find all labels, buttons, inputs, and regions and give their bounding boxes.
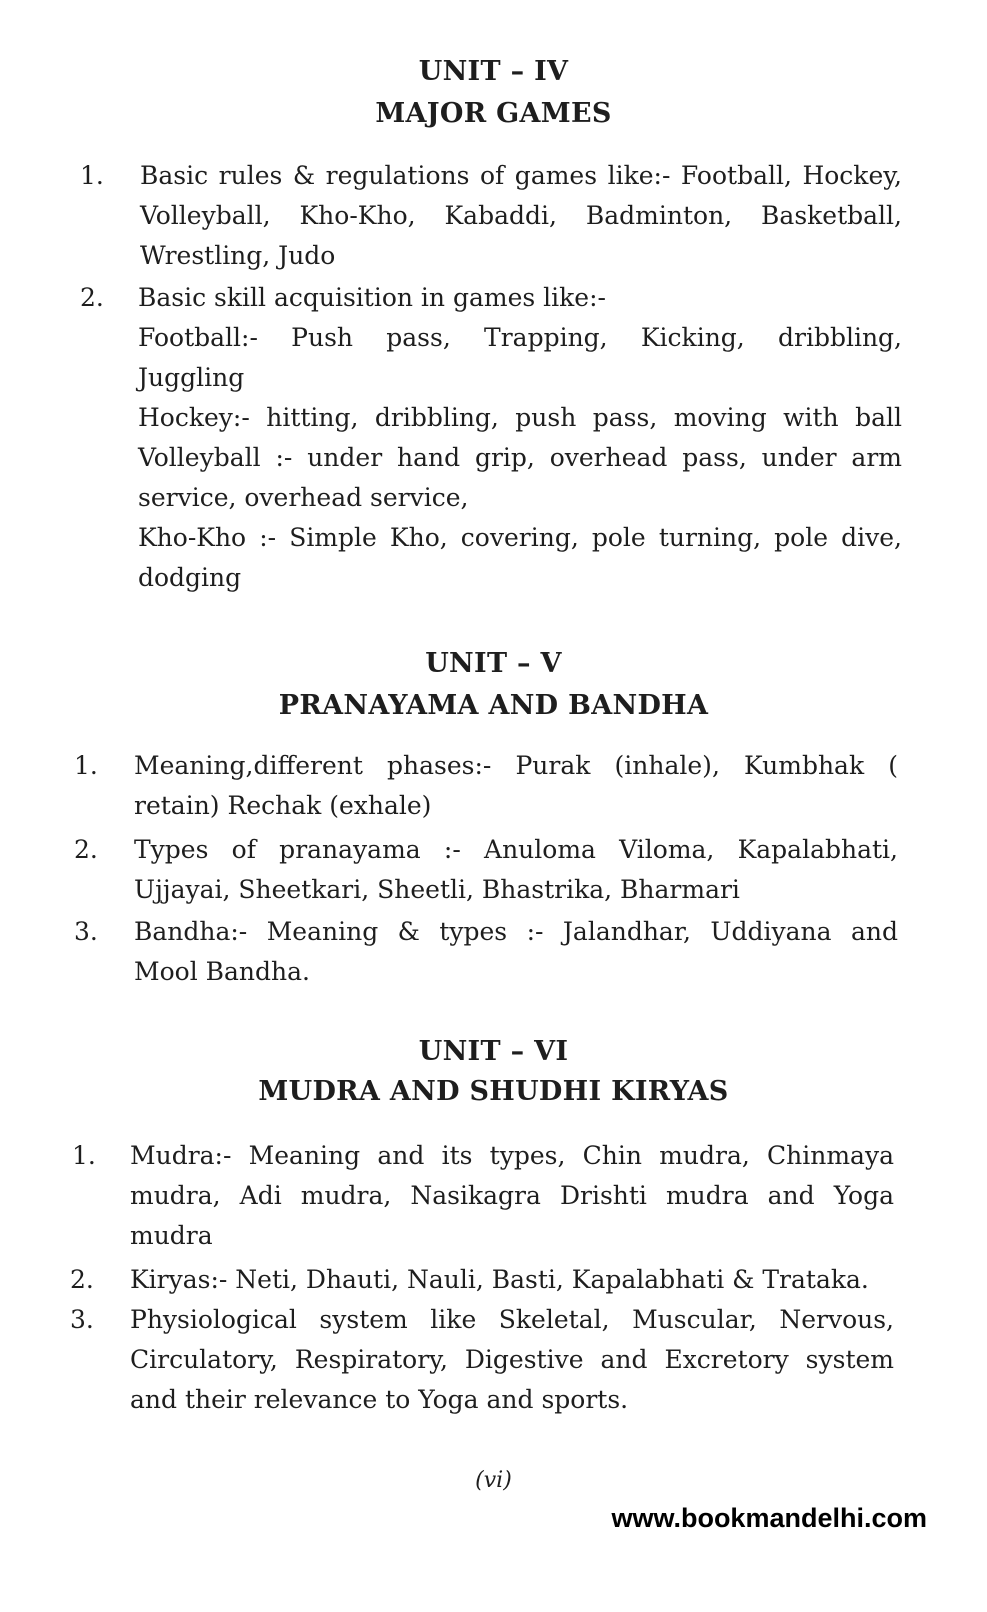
item-line: Basic skill acquisition in games like:-	[138, 283, 606, 312]
item-line: Mudra:- Meaning and its types, Chin mudra, Chinmaya	[130, 1141, 894, 1170]
item-line: Types of pranayama :- Anuloma Viloma, Kapalabhati,	[134, 835, 898, 864]
item-line: retain) Rechak (exhale)	[134, 791, 432, 820]
item-number: 1.	[74, 751, 98, 780]
item-number: 2.	[74, 835, 98, 864]
item-line: Basic rules & regulations of games like:- Football, Hockey,	[140, 161, 902, 190]
item-line: mudra, Adi mudra, Nasikagra Drishti mudra and Yoga	[130, 1181, 894, 1210]
item-line: Kho-Kho :- Simple Kho, covering, pole turning, pole dive,	[138, 523, 902, 552]
item-text	[134, 830, 898, 910]
item-line: mudra	[130, 1221, 213, 1250]
website-watermark: www.bookmandelhi.com	[611, 1503, 927, 1533]
item-line: Ujjayai, Sheetkari, Sheetli, Bhastrika, Bharmari	[134, 875, 740, 904]
item-line: Meaning,different phases:- Purak (inhale), Kumbhak (	[134, 751, 898, 780]
item-line: Juggling	[138, 363, 245, 392]
unit-title: MUDRA AND SHUDHI KIRYAS	[258, 1076, 729, 1107]
item-text	[140, 156, 902, 276]
page-number: (vi)	[475, 1468, 512, 1493]
item-line: Kiryas:- Neti, Dhauti, Nauli, Basti, Kapalabhati & Trataka.	[130, 1265, 869, 1294]
item-line: Physiological system like Skeletal, Muscular, Nervous,	[130, 1305, 894, 1334]
item-text	[134, 746, 898, 826]
item-line: Volleyball, Kho-Kho, Kabaddi, Badminton, Basketball,	[140, 201, 902, 230]
item-number: 2.	[70, 1265, 94, 1294]
item-line: Football:- Push pass, Trapping, Kicking, dribbling,	[138, 323, 902, 352]
item-number: 1.	[72, 1141, 96, 1170]
item-line: service, overhead service,	[138, 483, 469, 512]
unit-heading: UNIT – V	[425, 648, 562, 679]
item-line: Hockey:- hitting, dribbling, push pass, moving with ball	[138, 403, 902, 432]
item-line: Bandha:- Meaning & types :- Jalandhar, Uddiyana and	[134, 917, 898, 946]
item-number: 2.	[80, 283, 104, 312]
unit-heading: UNIT – VI	[418, 1036, 569, 1067]
item-line: Circulatory, Respiratory, Digestive and Excretory system	[130, 1345, 894, 1374]
item-text	[130, 1260, 894, 1300]
item-text	[134, 912, 898, 992]
unit-title: MAJOR GAMES	[375, 98, 612, 129]
item-text	[130, 1300, 894, 1420]
item-line: and their relevance to Yoga and sports.	[130, 1385, 629, 1414]
item-number: 3.	[74, 917, 98, 946]
unit-heading: UNIT – IV	[418, 56, 569, 87]
item-number: 3.	[70, 1305, 94, 1334]
item-line: Mool Bandha.	[134, 957, 310, 986]
item-line: Volleyball :- under hand grip, overhead pass, under arm	[138, 443, 902, 472]
item-text	[138, 278, 902, 598]
item-text	[130, 1136, 894, 1256]
unit-title: PRANAYAMA AND BANDHA	[278, 690, 709, 721]
item-line: Wrestling, Judo	[140, 241, 336, 270]
item-number: 1.	[80, 161, 104, 190]
item-line: dodging	[138, 563, 242, 592]
